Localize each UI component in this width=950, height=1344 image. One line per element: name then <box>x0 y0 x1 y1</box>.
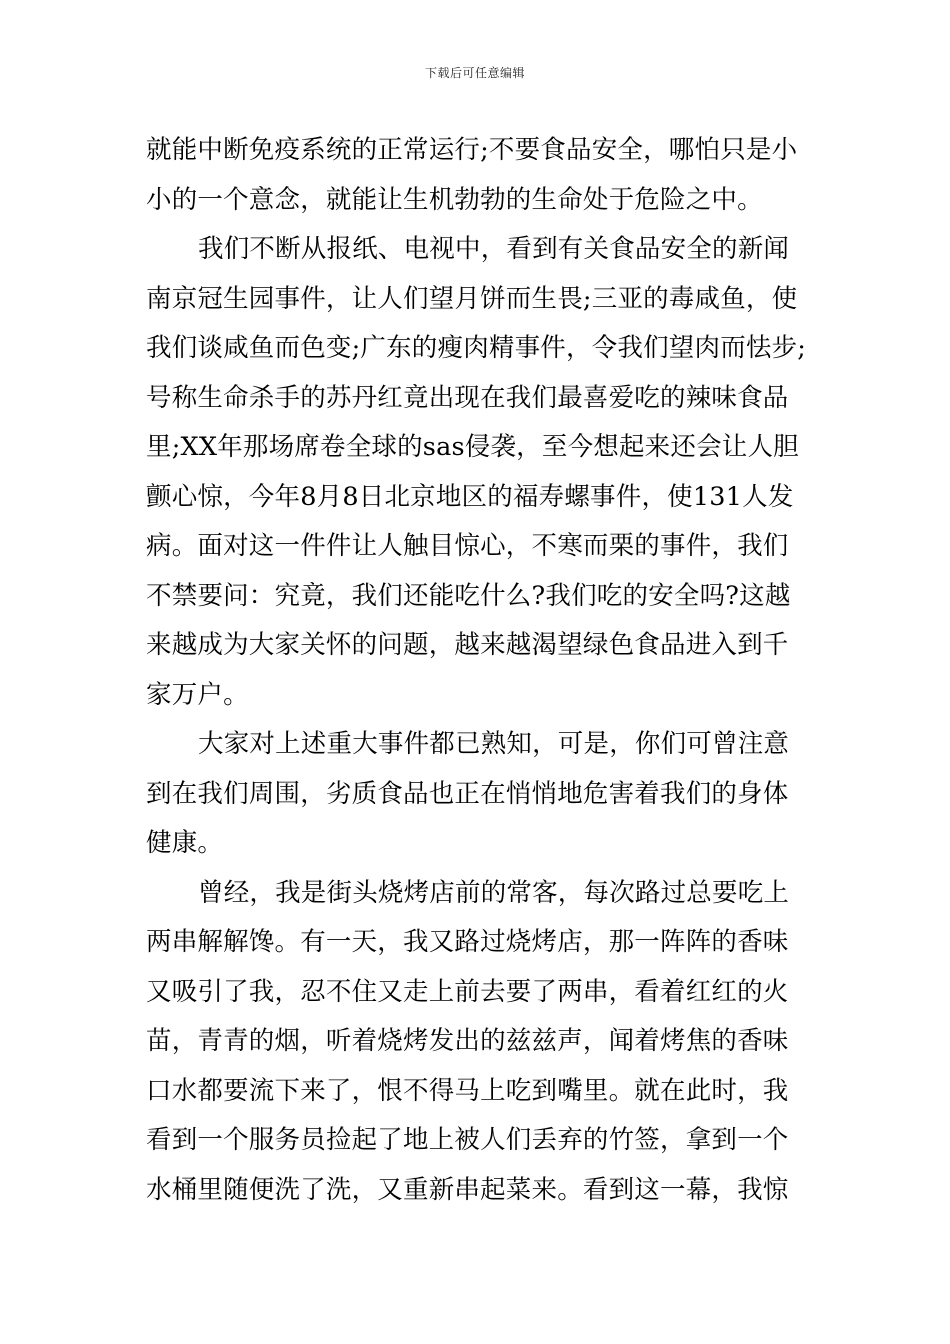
text-line: 又吸引了我，忍不住又走上前去要了两串，看着红红的火 <box>146 976 789 1007</box>
text-line: 口水都要流下来了，恨不得马上吃到嘴里。就在此时，我 <box>146 1075 789 1106</box>
text-line: 我们谈咸鱼而色变;广东的瘦肉精事件，令我们望肉而怯步; <box>146 333 807 363</box>
paragraph-first-line: 大家对上述重大事件都已熟知，可是，你们可曾注意 <box>198 729 790 759</box>
text-line: 看到一个服务员捡起了地上被人们丢弃的竹签，拿到一个 <box>146 1125 789 1155</box>
text-line: 颤心惊，今年8月8日北京地区的福寿螺事件，使131人发 <box>146 481 794 512</box>
text-line: 水桶里随便洗了洗，又重新串起菜来。看到这一幕，我惊 <box>146 1174 789 1205</box>
text-line: 就能中断免疫系统的正常运行;不要食品安全，哪怕只是小 <box>146 135 798 165</box>
text-line: 不禁要问：究竟，我们还能吃什么?我们吃的安全吗?这越 <box>146 580 791 611</box>
text-line: 里;XX年那场席卷全球的sas侵袭，至今想起来还会让人胆 <box>146 432 799 462</box>
text-line: 健康。 <box>146 828 224 858</box>
text-line: 来越成为大家关怀的问题，越来越渴望绿色食品进入到千 <box>146 630 789 660</box>
text-line: 号称生命杀手的苏丹红竟出现在我们最喜爱吃的辣味食品 <box>146 382 789 413</box>
text-line: 小的一个意念，就能让生机勃勃的生命处于危险之中。 <box>146 184 763 215</box>
text-line: 苗，青青的烟，听着烧烤发出的兹兹声，闻着烤焦的香味 <box>146 1026 789 1056</box>
text-line: 家万户。 <box>146 679 249 710</box>
text-line: 病。面对这一件件让人触目惊心，不寒而栗的事件，我们 <box>146 531 789 561</box>
page-header: 下载后可任意编辑 <box>424 66 525 80</box>
text-line: 到在我们周围，劣质食品也正在悄悄地危害着我们的身体 <box>146 778 789 809</box>
paragraph-first-line: 我们不断从报纸、电视中，看到有关食品安全的新闻 <box>198 234 790 264</box>
text-line: 南京冠生园事件，让人们望月饼而生畏;三亚的毒咸鱼，使 <box>146 283 798 314</box>
text-line: 两串解解馋。有一天，我又路过烧烤店，那一阵阵的香味 <box>146 927 789 957</box>
paragraph-first-line: 曾经，我是街头烧烤店前的常客，每次路过总要吃上 <box>198 877 790 908</box>
body-text <box>146 126 812 1215</box>
